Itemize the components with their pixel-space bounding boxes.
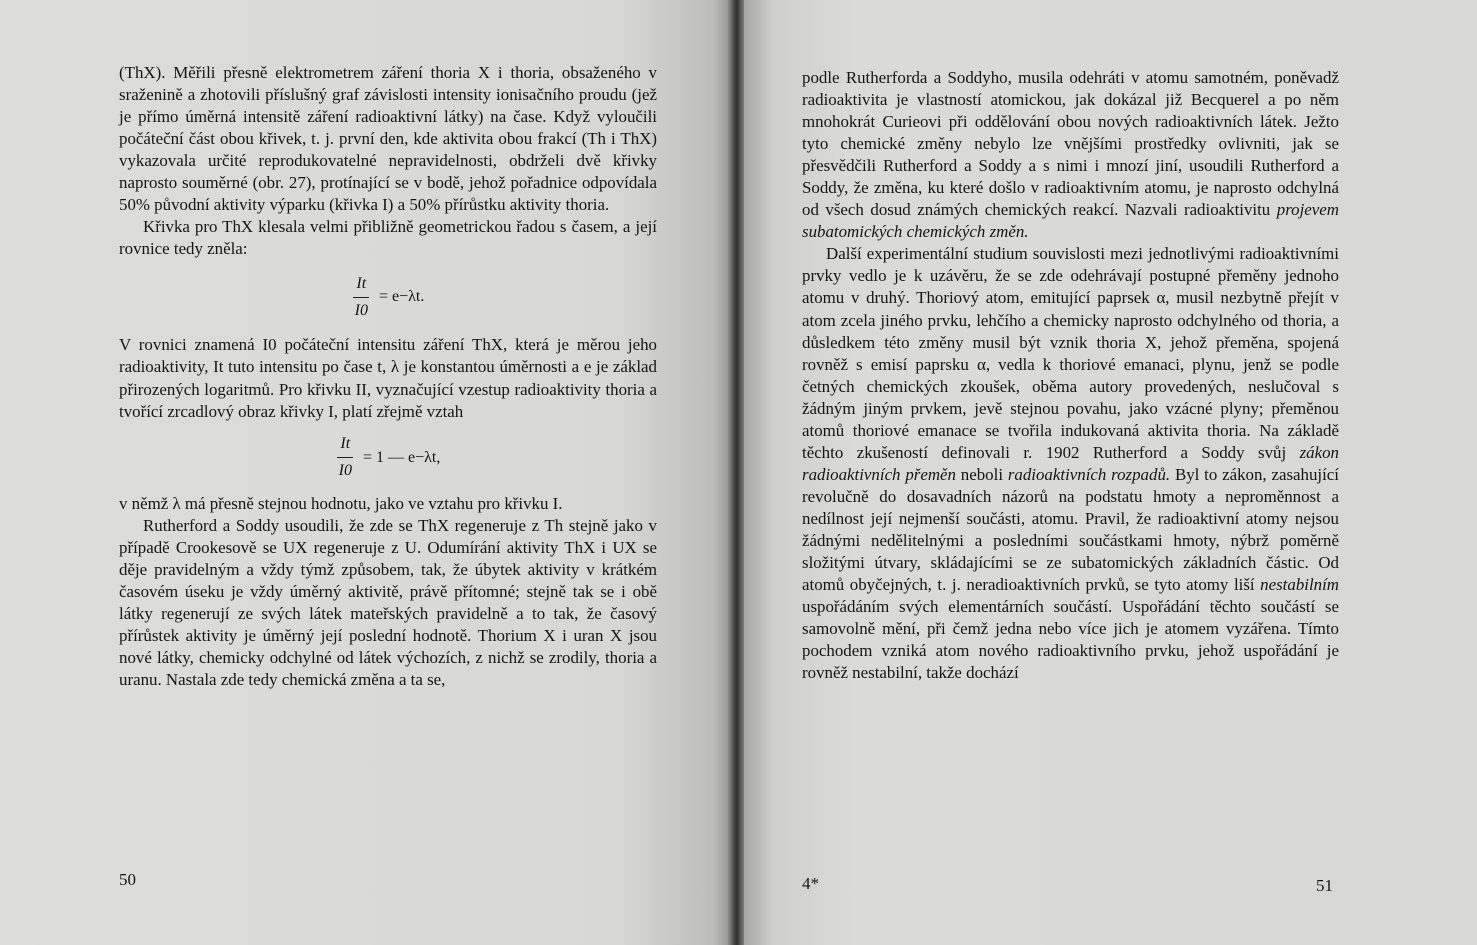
equation-decay bbox=[119, 264, 657, 330]
left-page-text bbox=[119, 62, 657, 691]
page-number-right: 51 bbox=[1316, 876, 1333, 895]
paragraph: v němž λ má přesně stejnou hodnotu, jako ve vztahu pro křivku I. bbox=[119, 493, 563, 513]
page-number-left: 50 bbox=[119, 870, 136, 889]
fraction-denominator: I0 bbox=[338, 462, 352, 480]
book-gutter bbox=[728, 0, 744, 945]
fraction-numerator: It bbox=[353, 273, 369, 298]
paragraph-text: uspořádáním svých elementárních součástí. Uspořádání těchto součástí se samovolně mění, při čemž jedna nebo více jich je atomem vyzářena. Tímto pochodem vzniká atom nového radioaktivního prvku, jehož uspořádání je rovněž nestabilní, takže dochází bbox=[802, 597, 1339, 683]
fraction bbox=[352, 273, 371, 322]
equation-rhs: = 1 — e−λt, bbox=[362, 448, 441, 466]
paragraph bbox=[802, 67, 1339, 243]
paragraph-text: podle Rutherforda a Soddyho, musila odehráti v atomu samotném, poněvadž radioaktivita je vlastností atomickou, jak dokázal již Becquerel a po něm mnohokrát Curieovi při oddělování obou nových radioaktivních látek. Ježto tyto chemické změny nebylo lze vnějšími prostředky ovlivniti, jak se přesvědčili Rutherford a Soddy a s nimi i mnozí jiní, usoudili Rutherford a Soddy, že změna, ku které došlo v radioaktivním atomu, je naprosto odchylná od všech dosud známých chemických reakcí. Nazvali radioaktivitu bbox=[802, 68, 1339, 220]
emphasis-text: projevem subatomických chemických změn. bbox=[802, 200, 1339, 242]
emphasis-text: radioaktivních rozpadů. bbox=[1007, 464, 1171, 484]
emphasis-text: nestabilním bbox=[1260, 575, 1339, 595]
equation-rhs: = e−λt. bbox=[378, 288, 425, 306]
paragraph: Křivka pro ThX klesala velmi přibližně geometrickou řadou s časem, a její rovnice tedy zněla: bbox=[119, 217, 657, 259]
paragraph-text: Byl to zákon, zasahující revolučně do dosavadních názorů na podstatu hmoty a neproměnnost a nedílnost její nejmenší součásti, atomu. Pravil, že radioaktivní atomy nejsou žádnými nedělitelnými a posledními součástkami hmoty, nýbrž poměrně složitými útvary, skládajícími se ze subatomických základních částic. Od atomů obyčejných, t. j. neradioaktivních prvků, se tyto atomy liší bbox=[802, 464, 1339, 595]
equation-growth bbox=[119, 427, 657, 489]
paragraph-text: Další experimentální studium souvislosti mezi jednotlivými radioaktivními prvky vedlo je k uzávěru, že se zde odehrávají postupné přeměny jednoho atomu v druhý. Thoriový atom, emitující paprsek α, musil nezbytně přejít v atom zcela jiného prvku, lehčího a chemicky naprosto odchylného od thoria, a důsledkem této změny musil být vznik thoria X, jehož přeměna, spojená rovněž s emisí paprsku α, vedla k thoriové emanaci, plynu, jenž se podle četných chemických zkoušek, oběma autory provedených, neslučoval s žádným jiným prvkem, jevě stejnou povahu, jako vzácné plyny; přeměnou atomů thoriové emanace se tvořila indukovaná aktivita thoria. Na základě těchto zkušeností definovali r. 1902 Rutherford a Soddy svůj bbox=[802, 244, 1339, 462]
fraction bbox=[336, 433, 355, 482]
fraction-numerator: It bbox=[337, 433, 353, 458]
paragraph bbox=[802, 243, 1339, 684]
paragraph: V rovnici znamená I0 počáteční intensitu záření ThX, která je měrou jeho radioaktivity, It tuto intensitu po čase t, λ je konstantou úměrnosti a e je základ přirozených logaritmů. Pro křivku II, vyznačující vzestup radioaktivity thoria a tvořící zrcadlový obraz křivky I, platí zřejmě vztah bbox=[119, 335, 657, 421]
paragraph: Rutherford a Soddy usoudili, že zde se ThX regeneruje z Th stejně jako v případě Crookesově se UX regeneruje z U. Odumírání aktivity ThX i UX se děje pravidelným a vždy týmž způsobem, tak, že úbytek aktivity v krátkém časovém úseku je vždy úměrný aktivitě, právě přítomné; stejně tak se i obě látky regenerují ze svých látek mateřských pravidelně a to tak, že časový přírůstek aktivity je úměrný její poslední hodnotě. Thorium X i uran X jsou nové látky, chemicky odchylné od látek výchozích, z nichž se zrodily, thoria a uranu. Nastala zde tedy chemická změna a ta se, bbox=[119, 515, 657, 689]
fraction-denominator: I0 bbox=[354, 301, 368, 319]
right-page-text bbox=[802, 67, 1339, 684]
paragraph: (ThX). Měřili přesně elektrometrem záření thoria X i thoria, obsaženého v sraženině a zhotovili příslušný graf závislosti intensity ionisačního proudu (jež je přímo úměrná intensitě záření radioaktivní látky) na čase. Když vyloučili počáteční část obou křivek, t. j. první den, kde aktivita obou frakcí (Th i ThX) vykazovala určité reprodukovatelné nepravidelnosti, obdrželi dvě křivky naprosto souměrné (obr. 27), protínající se v bodě, jehož pořadnice odpovídala 50% původní aktivity výparku (křivka I) a 50% přírůstku aktivity thoria. bbox=[119, 63, 657, 215]
paragraph-text: neboli bbox=[955, 464, 1008, 484]
signature-mark: 4* bbox=[802, 874, 819, 893]
emphasis-text: zákon radioaktivních přeměn bbox=[802, 442, 1339, 484]
